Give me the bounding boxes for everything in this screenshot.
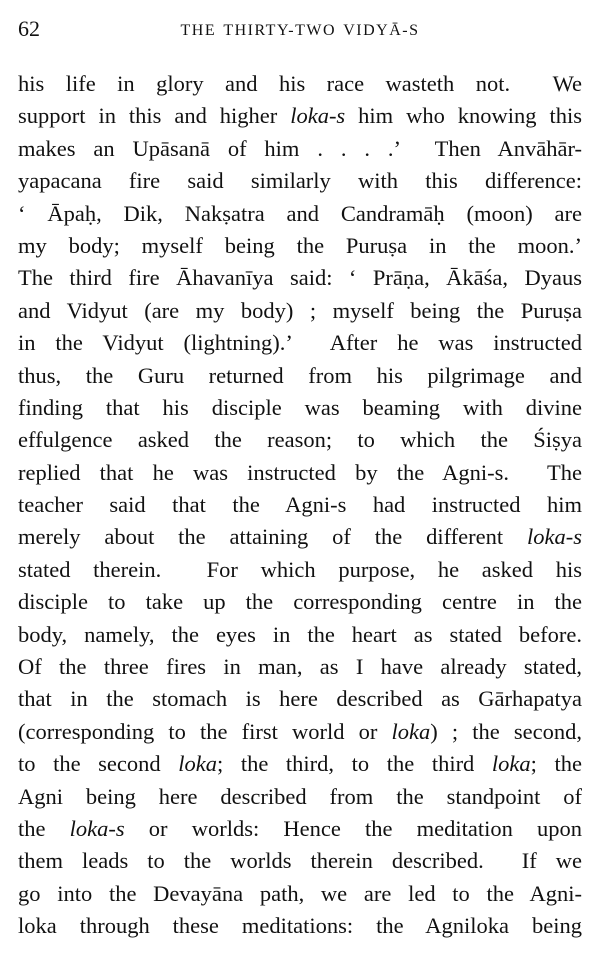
text-run: ) ; the second, xyxy=(430,718,582,744)
text-line xyxy=(18,262,582,294)
text-run: merely about the attaining of the different xyxy=(18,524,527,550)
text-run: ‘ Āpaḥ, Dik, Nakṣatra and Candramāḥ (moon) are xyxy=(18,200,582,226)
text-line xyxy=(18,910,582,942)
text-run: The third fire Āhavanīya said: ‘ Prāṇa, Ākāśa, Dyaus xyxy=(18,265,582,291)
text-run: them leads to the worlds therein described. If we xyxy=(18,848,582,874)
text-line xyxy=(18,392,582,424)
italic-term: loka xyxy=(491,751,531,777)
text-run: thus, the Guru returned from his pilgrimage and xyxy=(18,362,582,388)
text-run: and Vidyut (are my body) ; myself being the Puruṣa xyxy=(18,297,582,323)
text-line xyxy=(18,133,582,165)
text-line xyxy=(18,845,582,877)
text-run: replied that he was instructed by the Agni-s. The xyxy=(18,459,582,485)
italic-term: loka xyxy=(178,751,217,777)
text-line xyxy=(18,457,582,489)
text-run: his life in glory and his race wasteth not. We xyxy=(18,71,582,96)
text-line xyxy=(18,748,582,780)
text-run: the xyxy=(18,815,70,841)
text-run: Agni being here described from the standpoint of xyxy=(18,783,582,809)
text-line xyxy=(18,68,582,100)
text-run: support in this and higher xyxy=(18,103,291,129)
text-line xyxy=(18,554,582,586)
text-line xyxy=(18,813,582,845)
text-run: ; the third, to the third xyxy=(217,751,492,777)
italic-term: loka-s xyxy=(69,815,125,841)
text-run: stated therein. For which purpose, he asked his xyxy=(18,556,582,582)
text-run: ; the xyxy=(530,751,582,777)
text-run: Of the three fires in man, as I have already stated, xyxy=(18,654,582,680)
text-run: or worlds: Hence the meditation upon xyxy=(124,815,582,841)
text-line xyxy=(18,198,582,230)
text-line xyxy=(18,230,582,262)
text-line xyxy=(18,360,582,392)
text-line xyxy=(18,716,582,748)
text-line xyxy=(18,586,582,618)
text-line xyxy=(18,295,582,327)
text-run: in the Vidyut (lightning).’ After he was instructed xyxy=(18,330,582,356)
text-run: that in the stomach is here described as Gārhapatya xyxy=(18,686,582,712)
text-line xyxy=(18,165,582,197)
running-title: THE THIRTY-TWO VIDYĀ-S xyxy=(180,22,420,39)
text-run: go into the Devayāna path, we are led to the Agni- xyxy=(18,880,582,906)
text-run: disciple to take up the corresponding centre in the xyxy=(18,589,582,615)
page-number: 62 xyxy=(18,16,40,41)
text-line xyxy=(18,651,582,683)
text-line xyxy=(18,683,582,715)
text-run: (corresponding to the first world or xyxy=(18,718,392,744)
text-run: loka through these meditations: the Agniloka being xyxy=(18,913,582,939)
text-run: my body; myself being the Puruṣa in the moon.’ xyxy=(18,232,582,258)
text-run: effulgence asked the reason; to which the Śiṣya xyxy=(18,427,582,453)
text-run: finding that his disciple was beaming with divine xyxy=(18,394,582,420)
text-run: makes an Upāsanā of him . . . .’ Then Anvāhār- xyxy=(18,135,582,161)
text-line xyxy=(18,489,582,521)
italic-term: loka-s xyxy=(290,103,346,129)
text-line xyxy=(18,327,582,359)
text-line xyxy=(18,100,582,132)
text-run: teacher said that the Agni-s had instructed him xyxy=(18,492,582,518)
text-run: to the second xyxy=(18,751,179,777)
italic-term: loka xyxy=(391,718,431,744)
text-line xyxy=(18,619,582,651)
running-head xyxy=(18,14,582,44)
text-line xyxy=(18,521,582,553)
text-line xyxy=(18,424,582,456)
text-run: body, namely, the eyes in the heart as stated before. xyxy=(18,621,582,647)
text-line xyxy=(18,878,582,910)
italic-term: loka-s xyxy=(527,524,582,550)
text-run: him who knowing this xyxy=(345,103,582,129)
text-run: yapacana fire said similarly with this difference: xyxy=(18,168,582,194)
text-line xyxy=(18,781,582,813)
body-text xyxy=(18,68,582,943)
